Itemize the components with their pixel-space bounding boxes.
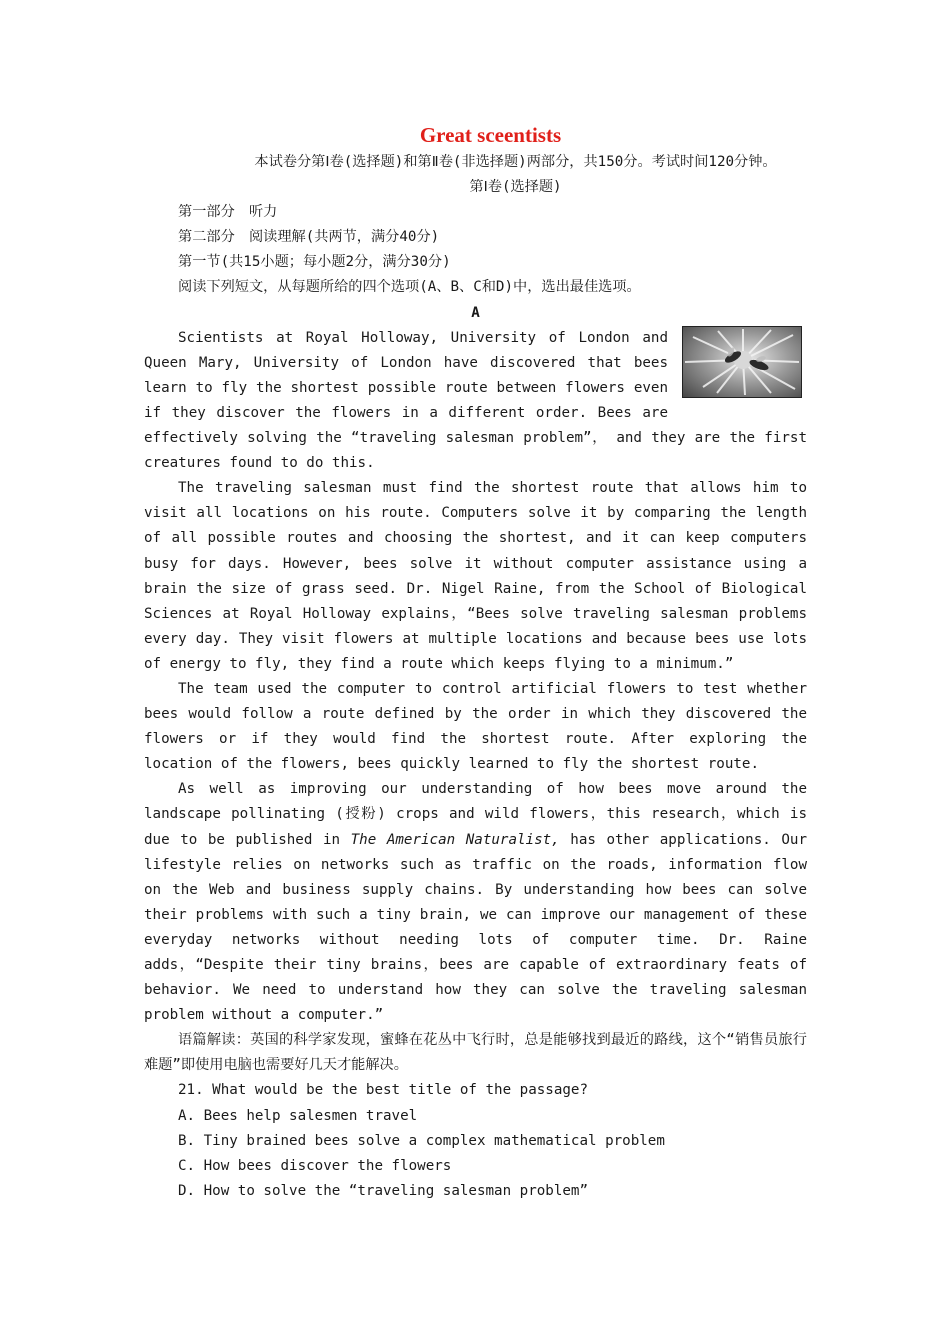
paragraph-4-part-a: As well as improving our understanding of how bees move around the landscape pollinating (授粉) crops and wild flowers，this research，which is due to be published in [144,781,807,848]
page-title: Great sceentists [419,123,562,147]
volume-heading: 第Ⅰ卷(选择题) [469,179,562,196]
section-one-heading: 第一节(共15小题；每小题2分，满分30分) [178,254,451,271]
question-stem: 21. What would be the best title of the passage? [178,1082,588,1099]
option-b: B. Tiny brained bees solve a complex mathematical problem [178,1132,665,1149]
part-one-heading: 第一部分 听力 [178,204,278,221]
option-a: A. Bees help salesmen travel [178,1107,418,1124]
paragraph-4-part-b: has other applications. Our lifestyle relies on networks such as traffic on the roads, information flow on the Web and business supply chains. By understanding how bees can solve their problems with such a tiny brain, we can improve our management of these everyday networks without needing lots of computer time. Dr. Raine adds，“Despite their tiny brains，bees are capable of extraordinary feats of behavior. We need to understand how they can solve the traveling salesman problem without a computer.” [144,831,807,1024]
bees-on-flower-photo [682,326,802,398]
paragraph-3: The team used the computer to control artificial flowers to test whether bees would follow a route defined by the order in which they discovered the flowers or if they would find the shortest route. After exploring the location of the flowers, bees quickly learned to fly the shortest route. [144,680,807,773]
exam-intro: 本试卷分第Ⅰ卷(选择题)和第Ⅱ卷(非选择题)两部分，共150分。考试时间120分钟。 [254,154,777,170]
paragraph-4 [144,777,807,1028]
passage-analysis: 语篇解读：英国的科学家发现，蜜蜂在花丛中飞行时，总是能够找到最近的路线，这个“销售员旅行难题”即使用电脑也需要好几天才能解决。 [144,1032,807,1074]
document-page [144,120,807,1204]
paragraph-1: Scientists at Royal Holloway, University of London and Queen Mary, University of London have discovered that bees learn to fly the shortest possible route between flowers even if they discover the flowers in a different order. Bees are effectively solving the “traveling salesman problem”， and they are the first creatures found to do this. [144,329,807,472]
paragraph-2: The traveling salesman must find the shortest route that allows him to visit all locations on his route. Computers solve it by comparing the length of all possible routes and choosing the shortest, and it can keep computers busy for days. However, bees solve it without computer assistance using a brain the size of grass seed. Dr. Nigel Raine, from the School of Biological Sciences at Royal Holloway explains，“Bees solve traveling salesman problems every day. They visit flowers at multiple locations and because bees use lots of energy to fly, they find a route which keeps flying to a minimum.” [144,480,807,672]
journal-name: The American Naturalist, [350,831,560,848]
passage-label: A [471,304,480,321]
option-d: D. How to solve the “traveling salesman problem” [178,1182,588,1199]
option-c: C. How bees discover the flowers [178,1157,452,1174]
reading-instruction: 阅读下列短文，从每题所给的四个选项(A、B、C和D)中，选出最佳选项。 [178,279,641,296]
part-two-heading: 第二部分 阅读理解(共两节，满分40分) [178,229,440,246]
